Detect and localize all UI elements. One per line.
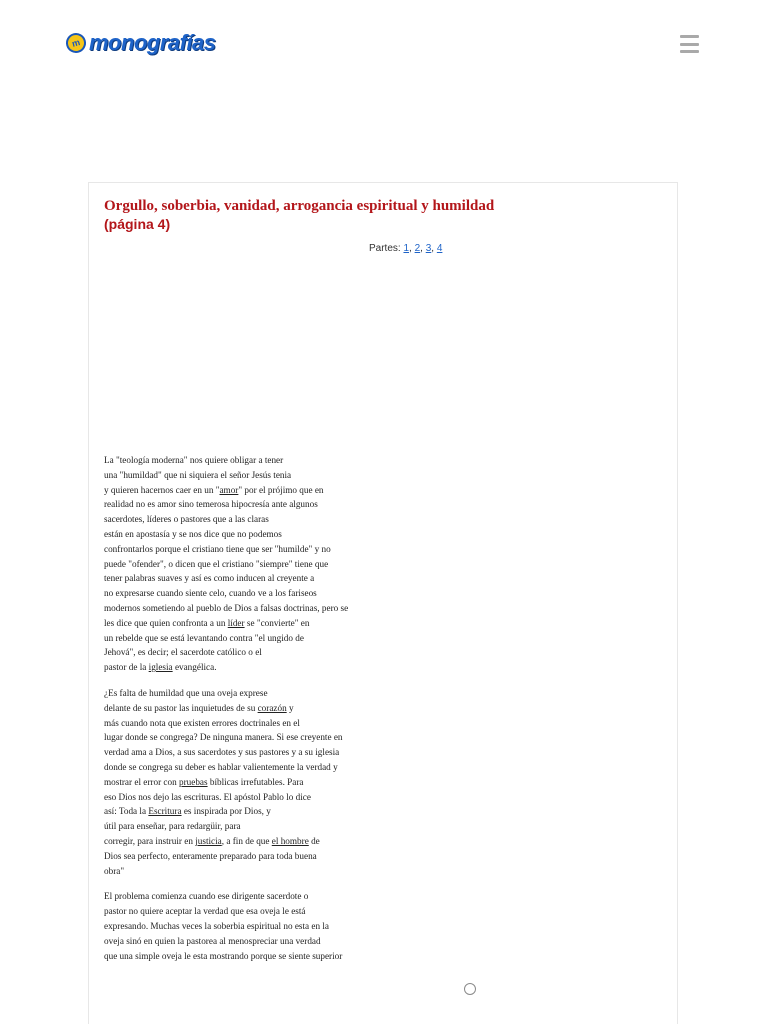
text-segment: bíblicas irrefutables. Para (207, 776, 304, 787)
paragraph-line (104, 571, 404, 586)
text-segment: modernos sometiendo al pueblo de Dios a falsas doctrinas, pero se (104, 602, 349, 613)
text-segment: tener palabras suaves y así es como inducen al creyente a (104, 573, 315, 584)
paragraph-line (104, 586, 404, 601)
paragraph-line (104, 849, 404, 864)
paragraph-line (104, 468, 404, 483)
hamburger-menu-icon[interactable] (680, 35, 699, 53)
text-segment: ¿Es falta de humildad que una oveja exprese (104, 687, 268, 698)
paragraph-line (104, 527, 404, 542)
text-segment: pastor no quiere aceptar la verdad que esa oveja le está (104, 906, 306, 917)
text-segment: donde se congrega su deber es hablar valientemente la verdad y (104, 761, 338, 772)
text-segment: sacerdotes, líderes o pastores que a las claras (104, 514, 269, 525)
circle-indicator-icon (464, 983, 476, 995)
inline-link[interactable]: justicia (195, 835, 222, 846)
text-segment: lugar donde se congrega? De ninguna manera. Si ese creyente en (104, 732, 343, 743)
paragraph-line (104, 790, 404, 805)
article-title (104, 197, 564, 233)
site-header (0, 0, 768, 90)
text-segment: y quieren hacernos caer en un " (104, 484, 220, 495)
paragraph-line (104, 660, 404, 675)
paragraph-line (104, 889, 404, 904)
text-segment: realidad no es amor sino temerosa hipocresía ante algunos (104, 499, 318, 510)
paragraph-line (104, 934, 404, 949)
text-segment: eso Dios nos dejo las escrituras. El apóstol Pablo lo dice (104, 791, 311, 802)
part-link-2[interactable]: 2 (414, 243, 421, 254)
inline-link[interactable]: corazón (257, 702, 287, 713)
text-segment: que una simple oveja le esta mostrando porque se siente superior (104, 950, 343, 961)
text-segment: puede "ofender", o dicen que el cristiano "siempre" tiene que (104, 558, 329, 569)
paragraph-line (104, 819, 404, 834)
article-body (104, 453, 404, 974)
paragraph-line (104, 616, 404, 631)
paragraph-line (104, 645, 404, 660)
article-title-page: (página 4) (104, 216, 171, 232)
part-link-1[interactable]: 1 (403, 243, 410, 254)
inline-link[interactable]: líder (227, 617, 245, 628)
paragraph-line (104, 542, 404, 557)
text-segment: mostrar el error con (104, 776, 179, 787)
parts-label: Partes: (369, 243, 401, 254)
paragraph-line (104, 760, 404, 775)
text-segment: útil para enseñar, para redargüir, para (104, 821, 241, 832)
paragraph-line (104, 919, 404, 934)
inline-link[interactable]: Escritura (148, 806, 182, 817)
paragraph-line (104, 701, 404, 716)
inline-link[interactable]: el hombre (271, 835, 309, 846)
paragraph-line (104, 601, 404, 616)
text-segment: más cuando nota que existen errores doctrinales en el (104, 717, 300, 728)
paragraph-line (104, 864, 404, 879)
text-segment: obra" (104, 865, 125, 876)
paragraph-line (104, 804, 404, 819)
part-link-3[interactable]: 3 (425, 243, 432, 254)
paragraph-line (104, 497, 404, 512)
paragraph-line (104, 686, 404, 701)
text-segment: oveja sinó en quien la pastorea al menospreciar una verdad (104, 935, 321, 946)
paragraph-line (104, 483, 404, 498)
text-segment: corregir, para instruir en (104, 835, 196, 846)
part-link-4[interactable]: 4 (436, 243, 443, 254)
text-segment: Dios sea perfecto, enteramente preparado para toda buena (104, 850, 317, 861)
text-segment: expresando. Muchas veces la soberbia espiritual no esta en la (104, 920, 330, 931)
paragraph-line (104, 512, 404, 527)
text-segment: están en apostasía y se nos dice que no podemos (104, 528, 282, 539)
monografias-logo[interactable] (66, 30, 216, 56)
text-segment: una "humildad" que ni siquiera el señor Jesús tenia (104, 469, 292, 480)
text-segment: confrontarlos porque el cristiano tiene que ser "humilde" y no (104, 543, 331, 554)
text-segment: evangélica. (172, 662, 217, 673)
text-segment: y (286, 702, 294, 713)
text-segment: , a fin de que (221, 835, 272, 846)
paragraph-line (104, 904, 404, 919)
text-segment: es inspirada por Dios, y (181, 806, 271, 817)
paragraph-line (104, 834, 404, 849)
text-segment: así: Toda la (104, 806, 149, 817)
logo-text: monografías (89, 30, 216, 55)
text-segment: se "convierte" en (244, 617, 310, 628)
inline-link[interactable]: pruebas (179, 776, 208, 787)
article-paragraph (104, 889, 404, 963)
paragraph-line (104, 745, 404, 760)
paragraph-line (104, 949, 404, 964)
text-segment: delante de su pastor las inquietudes de su (104, 702, 258, 713)
article-paragraph (104, 686, 404, 878)
inline-link[interactable]: amor (219, 484, 239, 495)
article-paragraph (104, 453, 404, 675)
parts-pagination: Partes: 1, 2, 3, 4 (369, 243, 443, 254)
paragraph-line (104, 716, 404, 731)
paragraph-line (104, 775, 404, 790)
text-segment: un rebelde que se está levantando contra "el ungido de (104, 632, 304, 643)
text-segment: El problema comienza cuando ese dirigente sacerdote o (104, 891, 309, 902)
text-segment: Jehová", es decir; el sacerdote católico o el (104, 647, 262, 658)
paragraph-line (104, 631, 404, 646)
paragraph-line (104, 730, 404, 745)
text-segment: de (308, 835, 320, 846)
text-segment: La "teología moderna" nos quiere obligar a tener (104, 455, 284, 465)
paragraph-line (104, 453, 404, 468)
article-card (88, 182, 678, 1024)
paragraph-line (104, 557, 404, 572)
logo-badge-icon: m (64, 31, 88, 55)
article-title-main: Orgullo, soberbia, vanidad, arrogancia espiritual y humildad (104, 198, 495, 214)
text-segment: les dice que quien confronta a un (104, 617, 228, 628)
text-segment: " por el prójimo que en (238, 484, 324, 495)
text-segment: verdad ama a Dios, a sus sacerdotes y sus pastores y a su iglesia (104, 747, 340, 758)
text-segment: pastor de la (104, 662, 149, 673)
inline-link[interactable]: iglesia (148, 662, 173, 673)
text-segment: no expresarse cuando siente celo, cuando ve a los fariseos (104, 588, 317, 599)
